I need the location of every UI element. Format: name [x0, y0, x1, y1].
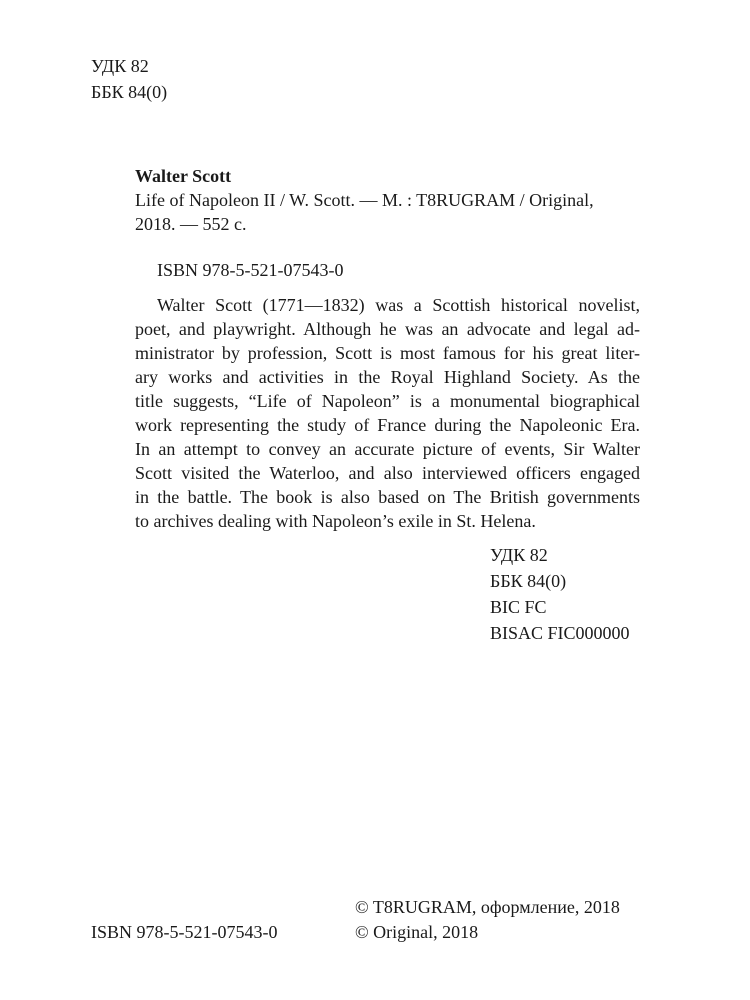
- reference-line-1: Life of Napoleon II / W. Scott. — M. : T8RUGRAM / Original,: [135, 190, 594, 210]
- abstract-line: ministrator by profession, Scott is most famous for his great liter-: [135, 343, 640, 363]
- abstract-line: title suggests, “Life of Napoleon” is a monumental biographical: [135, 391, 640, 411]
- reference-line-2: 2018. — 552 с.: [135, 214, 247, 234]
- bbk-code: ББК 84(0): [91, 82, 168, 102]
- isbn-text: ISBN 978-5-521-07543-0: [157, 260, 344, 280]
- copyright-line-original: © Original, 2018: [355, 922, 479, 942]
- abstract-line: In an attempt to convey an accurate picture of events, Sir Walter: [135, 439, 640, 459]
- author-name: Walter Scott: [135, 166, 232, 186]
- top-classification-codes: [91, 53, 167, 105]
- abstract-line: ary works and activities in the Royal Highland Society. As the: [135, 367, 640, 387]
- classification-codes: [490, 542, 630, 646]
- isbn-main: [157, 258, 344, 282]
- abstract-line: Walter Scott (1771—1832) was a Scottish historical novelist,: [157, 295, 640, 315]
- abstract-line: to archives dealing with Napoleon’s exile in St. Helena.: [135, 511, 536, 531]
- copyright-line-publisher: © T8RUGRAM, оформление, 2018: [355, 897, 620, 917]
- isbn-bottom-text: ISBN 978-5-521-07543-0: [91, 922, 278, 942]
- udk-code: УДК 82: [91, 56, 149, 76]
- bbk-code-right: ББК 84(0): [490, 571, 567, 591]
- abstract-line: Scott visited the Waterloo, and also interviewed officers engaged: [135, 463, 640, 483]
- copyright-block: [355, 895, 620, 945]
- abstract-line: in the battle. The book is also based on The British governments: [135, 487, 640, 507]
- bibliographic-record: [135, 164, 594, 236]
- udk-code-right: УДК 82: [490, 545, 548, 565]
- bic-code: BIC FC: [490, 597, 547, 617]
- abstract: [135, 293, 640, 533]
- abstract-line: work representing the study of France during the Napoleonic Era.: [135, 415, 640, 435]
- isbn-bottom: [91, 920, 278, 944]
- abstract-line: poet, and playwright. Although he was an advocate and legal ad-: [135, 319, 640, 339]
- bisac-code: BISAC FIC000000: [490, 623, 630, 643]
